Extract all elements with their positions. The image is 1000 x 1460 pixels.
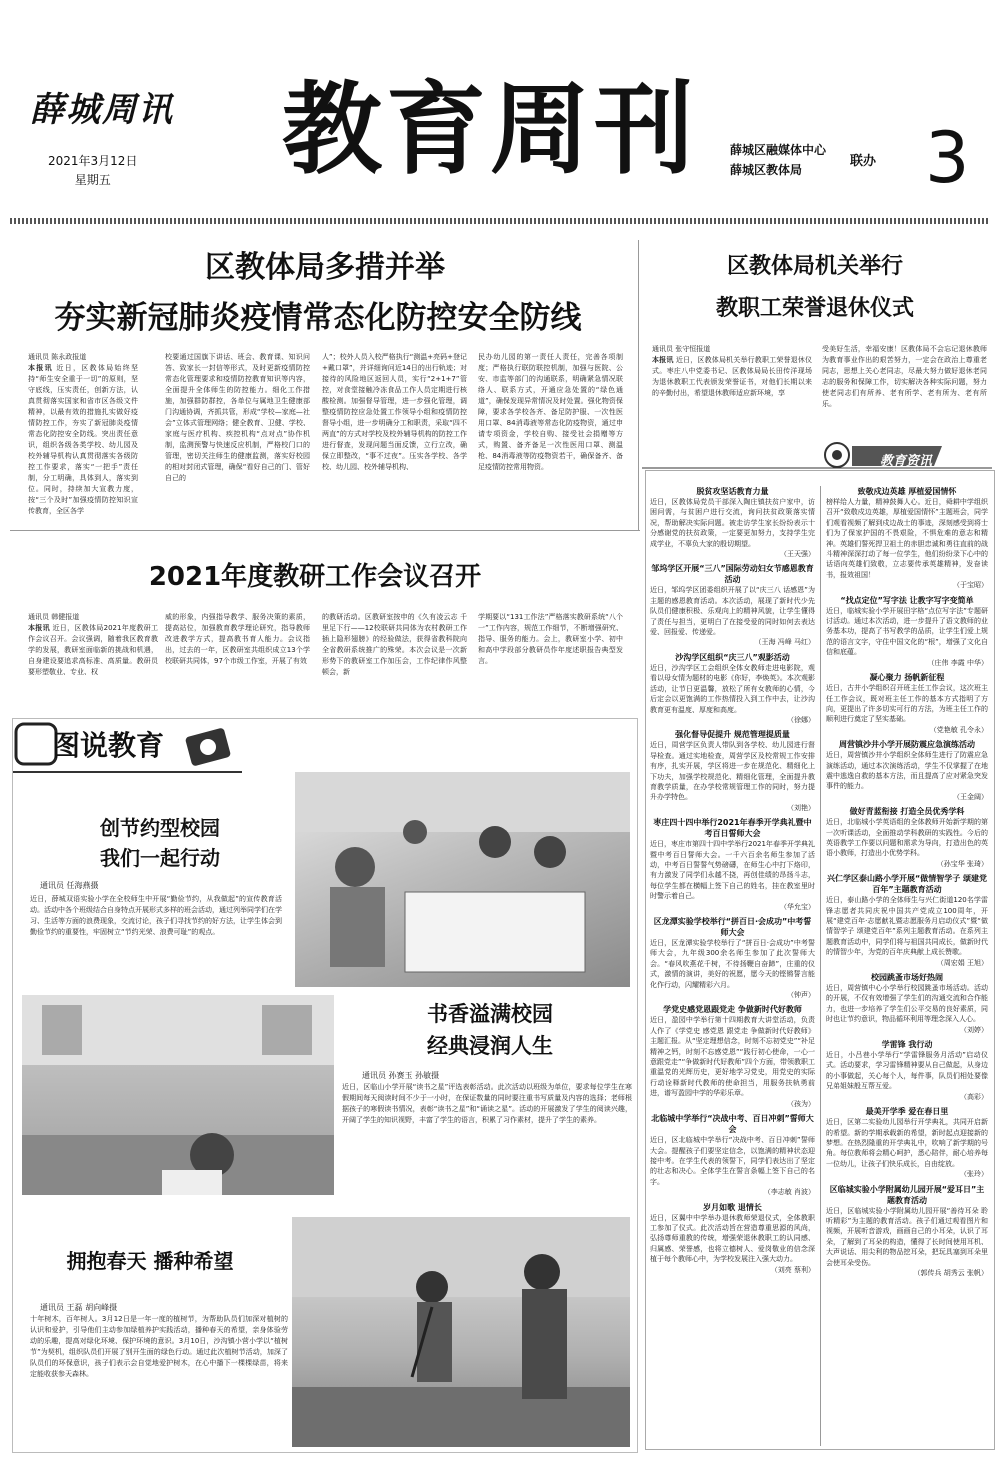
news-item-author: （钟声） xyxy=(787,991,815,1000)
story3-title: 拥抱春天 播种希望 xyxy=(66,1249,234,1273)
news-item-text: 近日，临城实验小学开展田字格“点位写字法”专题研讨活动。通过本次活动，进一步提升了语文教师的业务基本功，提高了书写教学的品质，让学生们爱上规范的语言文字，守住中国文化的“根”，增强了文化自信和底蕴。 xyxy=(826,606,988,657)
article1-col-4: 民办幼儿园的第一责任人责任，完善各项制度；严格执行联防联控机制，加强与医院、公安、市监等部门的沟通联系，明确紧急情况联络人、联系方式，开通应急处置的“绿色通道”，确保发现异常情况及时处置。强化物资保障，要求各学校各齐、备足防护服、一次性医用口罩、84消毒液等常态化防疫物资，通过申请专项资金，学校自购、接受社会捐赠等方式，购置、备齐备足一次性医用口罩、测温枪、84消毒液等防疫物资若干，确保备齐、备足疫情防控常用物资。 xyxy=(478,353,623,471)
news-item-title: 岁月如歌 退情长 xyxy=(703,1202,762,1212)
news-item-author: （周宏娟 王旭） xyxy=(936,958,988,967)
issue-date: 2021年3月12日 xyxy=(48,154,138,168)
story2-title-1: 书香溢满校园 xyxy=(427,1001,553,1026)
article3-lead: 本报讯 xyxy=(28,624,50,632)
news-item-title: 周营镇沙井小学开展防震应急演练活动 xyxy=(839,740,975,750)
news-item-title: 做好青蓝衔接 打造全员优秀学科 xyxy=(849,807,965,817)
news-item-text: 近日，周营学区负责人带队到各学校、幼儿园进行督导检查。通过实地检查，周营学区及校常规工作安排有序，扎实开展，学区将进一步在规范化、精细化上下功夫，加强学校规范化、精细化管理，全面提升教育教学质量，在办学校常规管理工作的同时，努力提升办学特色。 xyxy=(650,741,815,802)
news-item-title: 北临城中学举行“决战中考、百日冲刺”誓师大会 xyxy=(651,1114,814,1135)
news-column-1 xyxy=(650,486,815,1446)
news-item-title: 最美开学季 爱在春日里 xyxy=(865,1107,949,1117)
news-item-title: “找点定位”写字法 让教字写字变简单 xyxy=(840,595,974,605)
news-item-author: （于宝昭） xyxy=(953,581,988,590)
masthead-date-block xyxy=(48,152,137,190)
article1-headline-2: 夯实新冠肺炎疫情常态化防控安全防线 xyxy=(54,300,582,336)
news-item-author: （高彩） xyxy=(960,1092,988,1101)
news-item xyxy=(650,1113,815,1197)
news-label-banner xyxy=(642,440,992,470)
news-item-author: （党艳敏 孔令永） xyxy=(929,725,988,734)
news-item-author: （王海 冯峰 马红） xyxy=(754,638,815,647)
section-divider xyxy=(10,530,640,531)
news-item xyxy=(650,563,815,647)
story3-byline: 通讯员 王磊 胡向峰摄 xyxy=(40,1303,118,1312)
news-item xyxy=(650,817,815,912)
story3-text: 十年树木，百年树人。3月12日是一年一度的植树节，为帮助队员们加深对植树的认识和爱护，引导他们主动参加绿植养护实践活动，播种春天的希望，亲身体验劳动的乐趣，提高对绿化环境、保护环境的意识。3月10日，沙沟镇小营小学以“植树节”为契机，组织队员们开展了别开生面的绿色行动。通过此次植树节活动，加深了队员们的环保意识，孩子们表示会自觉地爱护树木，在心中播下一棵棵绿苗，将来定能收获参天森林。 xyxy=(30,1315,288,1378)
news-item xyxy=(650,652,815,725)
article1-col-1 xyxy=(28,363,138,515)
story1-byline: 通讯员 任海燕摄 xyxy=(40,881,99,890)
article1-col-3: 人”；校外人员入校严格执行“测温+亮码+登记+戴口罩”，并详细询问近14日的出行轨迹；对接待的风险地区返回人员，实行“2+1+7”管控，对食堂接触冷冻食品工作人员定期进行核酸检测。加强督导管理，进一步强化管理，调整疫情防控应急处置工作领导小组和疫情防控督导小组，进一步明确分工和职责，采取“四不两直”的方式对学校及校外辅导机构的防控工作进行督查，发现问题当面反馈，立行立改，确保立即整改，“事不过夜”。压实各学校、各学校、幼儿园、校外辅导机构、 xyxy=(322,353,467,471)
story2-title-2: 经典浸润人生 xyxy=(427,1033,553,1058)
news-item xyxy=(826,595,988,668)
news-item-text: 近日，邹坞学区团委组织开展了以“庆三八 话感恩”为主题的感恩教育活动。本次活动，展现了新时代少先队员们健康积极、乐观向上的精神风貌，让学生懂得了责任与担当，更明白了在接受爱的同时如何去表达爱、回报爱、传递爱。 xyxy=(650,586,815,637)
news-item xyxy=(826,1184,988,1279)
article3-col-4: 学期要以“131工作法”严格落实教研系统“八个一”工作内容，规范工作细节，不断增强研究、指导、服务的能力。会上，教研室小学、初中和高中学段部分教研员作年度述职报告典型发言。 xyxy=(478,613,623,665)
story1-title-1: 创节约型校园 xyxy=(100,816,220,840)
news-item-title: 致敬戍边英雄 厚植爱国情怀 xyxy=(857,487,957,496)
news-item xyxy=(650,1004,815,1109)
news-item-title: 学党史感党恩跟党走 争做新时代好教师 xyxy=(663,1005,802,1015)
news-item-title: 区龙潭实验学校举行“拼百日·会成功”中考誓师大会 xyxy=(653,917,812,937)
article3-col-3: 的教研活动。区教研室按申的《久有凌云志 千里足下行——12校联研共同体为农村教研工作插上隐形翅膀》的经验做法，获得省教科院向全省教研系统推广的殊荣。本次会议是一次新形势下的教研室工作加压会，工作纪律作风整顿会，新 xyxy=(322,613,467,676)
news-item-author: （王金阔） xyxy=(953,792,988,801)
news-item xyxy=(650,729,815,813)
news-item-text: 近日，枣庄市第四十四中学举行2021年春季开学典礼暨中考百日誓师大会。一千六百余名师生参加了活动，中考百日誓誓气势磅礴，在师生心中打下烙印，有力激发了同学们永越不挠，再创佳绩的昂扬斗志，每位学生都在横幅上签下自己的姓名，挂在教室里时时警示着自己。 xyxy=(650,840,815,901)
news-item-title: 脱贫攻坚话教育力量 xyxy=(696,487,769,496)
story1-text: 近日，薛城双语实验小学在全校师生中开展“勤俭节约，从我做起”的宣传教育活动。活动中各个班级结合自身特点开展形式多样的班会活动，通过列举同学们在学习、生活等方面的浪费现象，交流讨论，孩子们寻找节约的好方法，让学生体会到勤俭节约的重要性，牢固树立“节约光荣、浪费可耻”的观点。 xyxy=(30,895,282,936)
news-item-author: （孩为） xyxy=(787,1099,815,1108)
news-item-author: （郭传兵 胡秀云 张帆） xyxy=(913,1268,988,1277)
issue-weekday: 星期五 xyxy=(74,173,111,187)
masthead-title: 教育周刊 xyxy=(282,70,698,188)
news-item-author: （华允宝） xyxy=(780,902,815,911)
news-item-text: 近日，区教体局党员干部深入陶庄镇扶贫户家中，访困问需，与贫困户进行交流，询问扶贫政策落实情况，帮助解决实际问题。被走访学生家长纷纷表示十分感谢党的扶贫政策，一定要更加努力，支持学生完成学业，不辜负大家的殷切期望。 xyxy=(650,498,815,548)
news-item-text: 近日，区翼中中学举办退休教师荣退仪式，全体教职工参加了仪式。此次活动旨在营造尊重思源的风尚，弘扬尊师重教的传统，增强荣退休教职工的认同感、归属感、荣誉感，也将立德树人、爱岗敬业的信念深植于每个教师心中，为学校发展注入强大动力。 xyxy=(650,1213,815,1264)
publisher-2: 薛城区教体局 xyxy=(730,163,803,177)
news-item-text: 近日，沙沟学区工会组织全体女教师走进电影院，观看以母女情为题材的电影《你好，李焕英》。本次观影活动，让节日更温馨，放松了所有女教师的心情，今后定会以更饱满的工作热情投入到工作中去，让沙沟教育更有温度、厚度和高度。 xyxy=(650,663,815,714)
page-number: 3 xyxy=(925,117,970,199)
article3-headline: 2021年度教研工作会议召开 xyxy=(148,562,482,592)
news-item-author: （孙宝华 张琦） xyxy=(936,859,988,868)
news-item xyxy=(826,806,988,869)
news-item xyxy=(826,739,988,802)
news-item-title: 强化督导促提升 规范管理提质量 xyxy=(675,730,790,740)
news-item-text: 近日，区北临城中学举行“决战中考、百日冲刺”誓师大会。提醒孩子们要坚定信念，以饱满的精神状态迎接中考。在学生代表的领誓下，同学们表达出了坚定的壮志和决心。全体学生在誓言条幅上签下自己的名字。 xyxy=(650,1136,815,1186)
article2-byline: 通讯员 张守恒报道 xyxy=(652,345,711,353)
news-item-title: 校园跳蚤市场好热闹 xyxy=(871,973,943,983)
news-item-author: （刘婷） xyxy=(960,1025,988,1034)
news-item-text: 榜样给人力量，精神鼓舞人心。近日，舜耕中学组织召开“致敬戍边英雄，厚植爱国情怀”主题班会，同学们观看视频了解到戍边战士的事迹，深刻感受到将士们为了保家护国的不畏艰险，不惧危难的意志和精神。英雄们誓死捍卫祖土的赤胆忠诚和勇往直前的战斗精神深深打动了每一位学生，他们纷纷录下心中的话语向英雄们致敬，立志要传承英雄精神，发奋读书，报效祖国！ xyxy=(826,498,988,579)
news-item-text: 近日，小吕巷小学举行“学雷锋服务月活动”启动仪式。活动要求，学习雷锋精神要从自己做起，从身边的小事做起，关心每个人，每件事，队员们相处要像兄弟姐妹般互帮互爱。 xyxy=(826,1051,988,1091)
news-item xyxy=(650,916,815,1000)
news-banner-graphic xyxy=(642,440,992,470)
news-item-text: 近日，区第二实验幼儿园举行开学典礼，共同开启新的希望。新的学期承载新的希望，新时起点迎接新的梦想。在热烈隆重的开学典礼中，吹响了新学期的号角。每位教师将会精心呵护，悉心陪伴，耐心培养每一位幼儿，让孩子们快乐成长，自由绽放。 xyxy=(826,1118,988,1168)
story3-photo xyxy=(292,1217,630,1447)
article2-headline-2: 教职工荣誉退休仪式 xyxy=(715,296,914,321)
news-item-title: 学雷锋 我行动 xyxy=(881,1040,933,1050)
news-item-text: 近日，周营镇中心小学举行校园跳蚤市场活动。活动的开展，不仅有效增强了学生们的沟通交流和合作能力，也进一步培养了学生们公平交易的良好素质，同时也让节约意识，物品循环利用等理念深入人心。 xyxy=(826,984,988,1024)
news-item xyxy=(826,873,988,968)
masthead-brand: 薛城周讯 xyxy=(30,90,174,130)
news-item-title: 区临城实验小学附属幼儿园开展“爱耳日”主题教育活动 xyxy=(829,1184,985,1205)
story2-photo xyxy=(22,995,334,1195)
story1-photo xyxy=(295,772,630,987)
story2-text: 近日，区临山小学开展“读书之星”评选表彰活动。此次活动以班级为单位，要求每位学生在寒假期间每天阅读时间不少于一小时，在保证数量的同时要注重书写质量及内容的选择；老师根据孩子的寒假读书情况，表彰“读书之星”和“诵读之星”。活动的开展激发了学生的阅读兴趣，开阔了学生的知识视野，丰富了学生的语言，积累了习作素材，提升了学生的素养。 xyxy=(342,1083,632,1124)
news-item-author: （张玲） xyxy=(960,1170,988,1179)
article2-col-1 xyxy=(652,355,812,443)
article2-col-1-text: 近日，区教体局机关举行教职工荣誉退休仪式。枣庄八中党委书记、区教体局局长田传洋现场为退休教职工代表颁发荣誉证书，对他们长期以来的辛勤付出，希望退休教师适应新环境，享 xyxy=(652,356,812,397)
news-item-author: （刘艳） xyxy=(787,803,815,812)
news-item xyxy=(826,1106,988,1179)
news-item xyxy=(826,1039,988,1102)
publisher-1: 薛城区融媒体中心 xyxy=(730,143,827,157)
article3-col-1 xyxy=(28,623,158,709)
news-column-divider xyxy=(820,486,821,1446)
news-item-text: 近日，古井小学组织召开班主任工作会议，这次班主任工作会议，既对班主任工作的基本方式指明了方向，更提出了许多切实可行的方法，为班主任工作的顺利进行奠定了坚实基础。 xyxy=(826,684,988,724)
story1-photo-graphic xyxy=(295,772,630,987)
news-item-text: 近日，周营镇沙井小学组织全体师生进行了防震应急演练活动，通过本次演练活动，学生不仅掌握了在地震中逃逸自救的基本方法，而且提高了应对紧急突发事件的能力。 xyxy=(826,751,988,791)
article1-col-1-text: 近日，区教体局始终坚持“师生安全重于一切”的原则，坚守底线，压实责任，创新方法，认真贯彻落实国家和省市区各级文件精神，以最有效的措施扎实做好疫情防控工作，夯实了新冠肺炎疫情常态化防控安全防线。突出责任意识，组织各级各类学校、幼儿园及校外辅导机构认真贯彻落实各级防控工作要求，落实“一把手”责任制，分工明确，具体到人，落实到位。同时，持续加大宣教力度，按“三个及时”加强疫情防控知识宣传教育，全区各学 xyxy=(28,364,138,515)
article3-byline: 通讯员 韩健报道 xyxy=(28,613,80,621)
column-divider xyxy=(638,240,639,530)
news-column-2 xyxy=(826,486,988,1446)
news-item-author: （庄伟 李霞 中华） xyxy=(927,658,988,667)
news-item-author: （徐娜） xyxy=(787,715,815,724)
story2-photo-graphic xyxy=(22,995,334,1195)
news-item-author: （刘亮 蔡利） xyxy=(770,1265,815,1274)
news-item-title: 凝心聚力 扬帆新征程 xyxy=(869,673,945,683)
article2-headline-1: 区教体局机关举行 xyxy=(726,254,903,279)
article3-col-2: 威的形象，内强指导教学、服务决策的素质，提高站位，加强教育教学理论研究，指导教师改进教学方式，提高教书育人能力。会议指出，过去的一年，区教研室共组织成立13个学校联研共同体，97个市级工作室，开展了有效 xyxy=(165,613,310,665)
publisher-list xyxy=(730,140,826,180)
news-item-text: 近日，泰山路小学的全体师生与兴仁街道120名学雷锋志愿者共同庆祝中国共产党成立100周年，开展“建党百年·志愿献礼暨志愿服务月启动仪式”暨“做情智学子 颂建党百年”系列主题教育活动。在系列主题教育活动中，同学们将与祖国共同成长，做新时代的情智少年，为党的百年庆典献上成长赞歌。 xyxy=(826,896,988,957)
masthead-divider xyxy=(10,218,990,224)
article1-byline: 通讯员 陈永政报道 xyxy=(28,353,87,361)
article1-col-2: 校要通过国旗下讲话、班会、教育课、知识问答、致家长一封信等形式，及时更新疫情防控常态化管理要求和疫情防控教育知识等内容，全面提升全体师生的防控能力。细化工作措施，加强群防群控，各单位与属地卫生健康部门沟通协调，齐抓共管，形成“学校—家庭—社会”立体式管理网络；健全教育、卫健、学校、家庭与医疗机构、疾控机构“点对点”协作机制，监测预警与快速反应机制，严格校门口的管理，密切关注师生的健康监测，落实好校园的相对封闭式管理，确保“看好自己的门、管好自己的 xyxy=(165,353,310,482)
news-label: 教育资讯 xyxy=(880,454,933,469)
news-item xyxy=(826,486,988,591)
article1-lead: 本报讯 xyxy=(28,364,53,372)
news-item-title: 枣庄四十四中举行2021年春季开学典礼暨中考百日誓师大会 xyxy=(653,818,812,839)
news-item xyxy=(650,486,815,559)
news-item-text: 近日，区临城实验小学附属幼儿园开展“善待耳朵 聆听精彩”为主题的教育活动。孩子们通过观看图片和视频，开展听音游戏，画画自己的小耳朵，认识了耳朵，了解到了耳朵的构造，懂得了长时间使用耳机、大声说话、用尖利的物品挖耳朵，把玩具塞到耳朵里会使耳朵受伤。 xyxy=(826,1206,988,1267)
news-item-text: 近日，北临城小学英语组的全体教师开始新学期的第一次听课活动，全面推动学科教研的实践性。今后的英语教学工作要以问题和需求为导向，打造出色的英语小教师，打造出小优势学科。 xyxy=(826,818,988,858)
story3-photo-graphic xyxy=(292,1217,630,1447)
news-item xyxy=(650,1202,815,1275)
article3-col-1-text: 近日，区教体局2021年度教研工作会议召开。会议强调，随着我区教育教学的发展，教研室面临新的挑战和机遇，自身建设要追求高标准、高质量。教研员要形塑敬业、专业、权 xyxy=(28,624,158,676)
news-item-text: 近日，盈园中学举行第十四期教育大讲堂活动，负责人作了《学党史 感党恩 跟党走 争做新时代好教师》主题汇报。从“坚定理想信念，时刻不忘初党史”“补足精神之钙，时刻不忘感党恩”“践行初心使命，一心一意跟党走”“争做新时代好教师”四个方面，带领教职工重温党的光辉历史，更好地学习党史，用党史的实际行动诠释新时代教师的使命担当，用服务扶轨勇前进，谱写盈园中学的华彩乐章。 xyxy=(650,1016,815,1098)
publisher-role: 联办 xyxy=(850,154,877,169)
news-item-title: 兴仁学区泰山路小学开展“做情智学子 颂建党百年”主题教育活动 xyxy=(826,874,988,895)
news-item-title: 沙沟学区组织“庆三八”观影活动 xyxy=(675,652,790,662)
news-item-author: （李志敏 肖波） xyxy=(763,1188,815,1197)
news-item-text: 近日，区龙潭实验学校举行了“拼百日·会成功”中考誓师大会，九年级300余名师生参加了此次誓师大会。“春风吹燕花千树，不待扬鞭自奋蹄”，庄重的仪式，激情的演讲，美好的祝愿，愿今天的铿锵誓言能化作行动，闪耀精彩六月。 xyxy=(650,939,815,989)
news-item-title: 邹坞学区开展“三八”国际劳动妇女节感恩教育活动 xyxy=(651,564,814,585)
news-item xyxy=(826,972,988,1035)
tushuo-label: 图说教育 xyxy=(52,729,165,762)
story2-byline: 通讯员 孙赛玉 孙敏摄 xyxy=(362,1071,440,1080)
article2-col-2: 受美好生活，幸福安康！区教体局不会忘记退休教师为教育事业作出的艰苦努力，一定会在政治上尊重老同志，思想上关心老同志，尽最大努力做好退休老同志的服务和保障工作，切实解决各种实际问题，努力使老同志们有所养、老有所学、老有所为、老有所乐。 xyxy=(822,345,987,408)
story1-title-2: 我们一起行动 xyxy=(100,846,220,870)
news-item xyxy=(826,672,988,735)
article1-headline-1: 区教体局多措并举 xyxy=(205,250,445,285)
news-item-author: （王天强） xyxy=(780,550,815,559)
article2-lead: 本报讯 xyxy=(652,356,674,364)
